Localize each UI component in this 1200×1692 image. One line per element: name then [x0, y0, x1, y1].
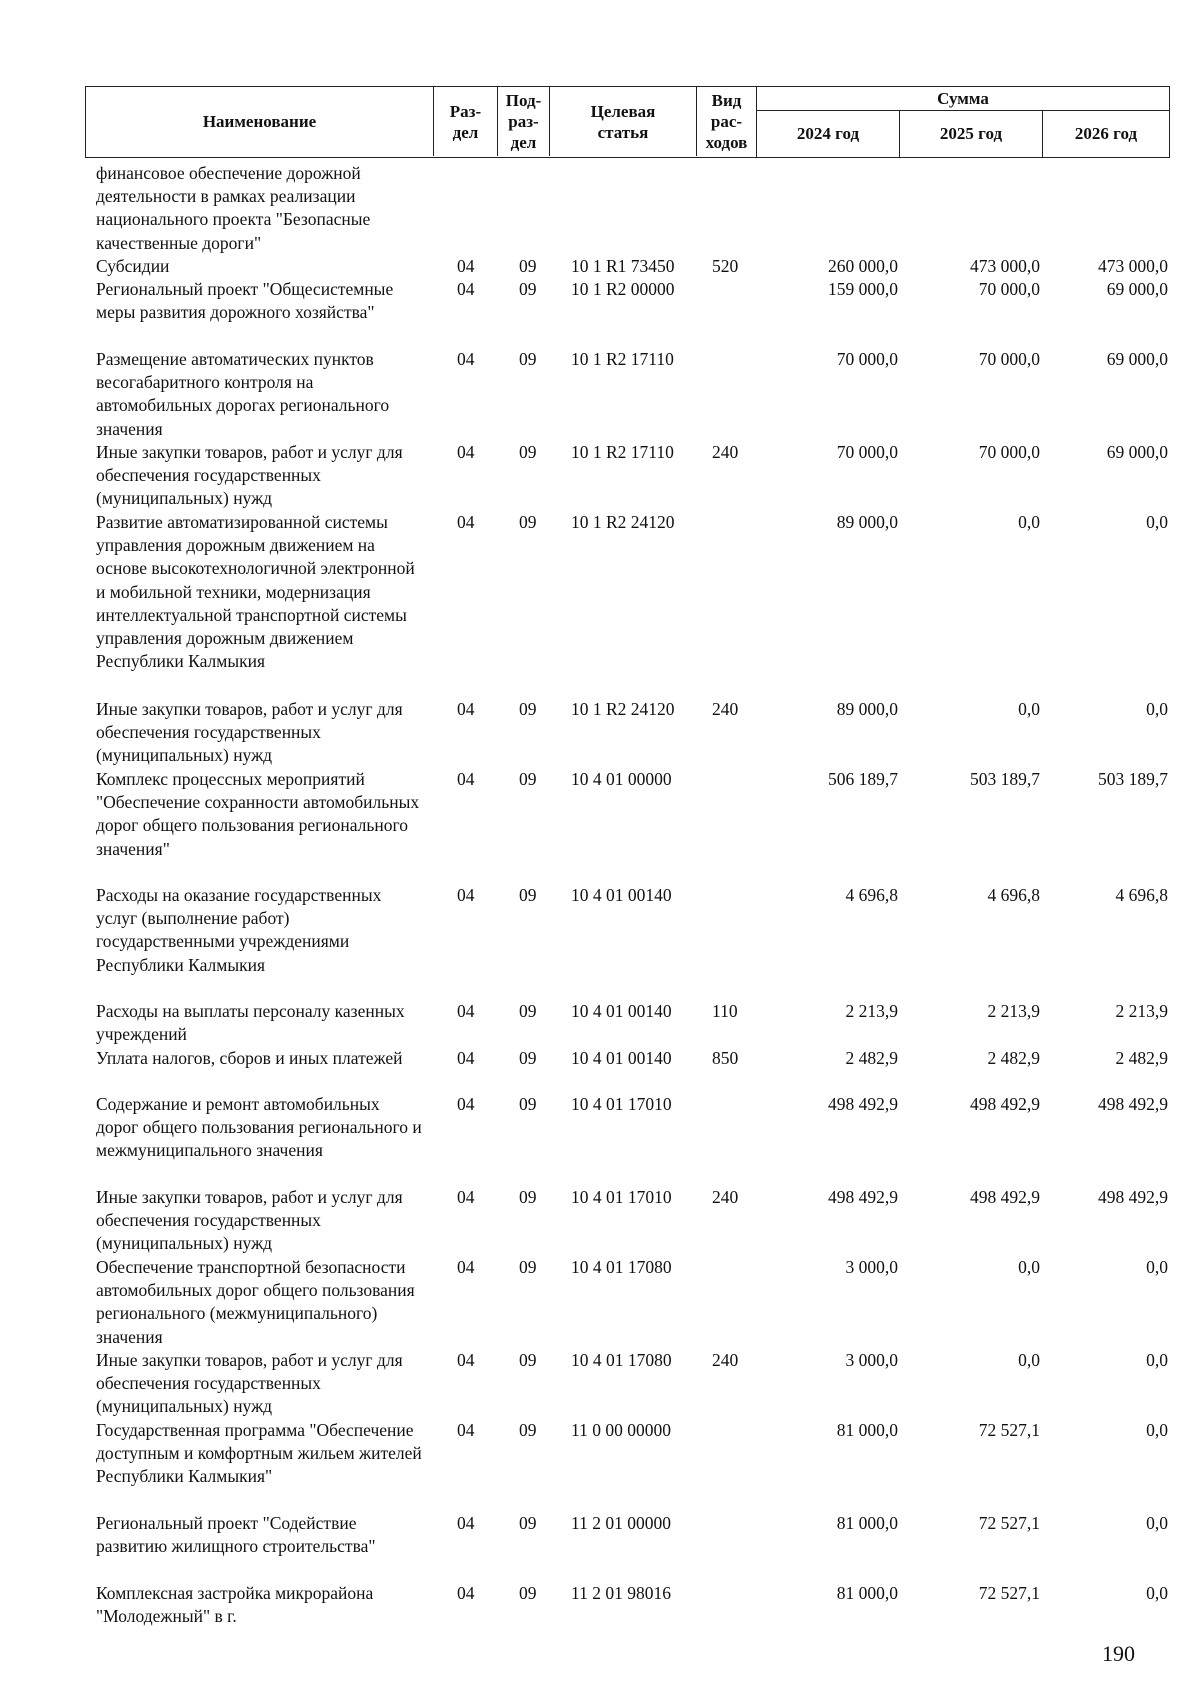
page-number: 190: [1102, 1641, 1135, 1666]
row-2025: 72 527,1: [978, 1420, 1040, 1440]
row-2025: 473 000,0: [970, 256, 1040, 276]
row-name: Комплекс процессных мероприятий "Обеспечение сохранности автомобильных дорог общего пользования регионального значения": [96, 769, 420, 859]
row-vid: 850: [712, 1048, 739, 1068]
row-name: Расходы на оказание государственных услуг (выполнение работ) государственными учреждениями Республики Калмыкия: [96, 885, 382, 975]
row-2026: 498 492,9: [1098, 1187, 1168, 1207]
row-podrazdel: 09: [519, 1001, 537, 1021]
row-celevaya: 10 4 01 00140: [571, 885, 672, 905]
row-2025: 70 000,0: [978, 279, 1040, 299]
row-2024: 70 000,0: [836, 442, 898, 462]
row-podrazdel: 09: [519, 1187, 537, 1207]
row-2024: 81 000,0: [836, 1583, 898, 1603]
row-podrazdel: 09: [519, 769, 537, 789]
row-celevaya: 10 4 01 00000: [571, 769, 672, 789]
row-name: Обеспечение транспортной безопасности автомобильных дорог общего пользования регионального (межмуниципального) значения: [96, 1257, 415, 1347]
row-2025: 498 492,9: [970, 1094, 1040, 1114]
row-2025: 72 527,1: [978, 1583, 1040, 1603]
row-celevaya: 10 4 01 17080: [571, 1257, 672, 1277]
row-podrazdel: 09: [519, 885, 537, 905]
header-year-2026-text: 2026 год: [1074, 124, 1138, 143]
row-podrazdel: 09: [519, 1048, 537, 1068]
row-2025: 72 527,1: [978, 1513, 1040, 1533]
row-2025: 70 000,0: [978, 442, 1040, 462]
row-podrazdel: 09: [519, 1350, 537, 1370]
row-razdel: 04: [457, 1094, 475, 1114]
row-2025: 0,0: [1018, 1257, 1040, 1277]
row-podrazdel: 09: [519, 1513, 537, 1533]
row-name: Уплата налогов, сборов и иных платежей: [96, 1048, 403, 1068]
row-vid: 240: [712, 699, 739, 719]
row-celevaya: 10 1 R1 73450: [571, 256, 675, 276]
row-name: Иные закупки товаров, работ и услуг для обеспечения государственных (муниципальных) нужд: [96, 442, 403, 509]
row-podrazdel: 09: [519, 442, 537, 462]
row-celevaya: 11 0 00 00000: [571, 1420, 671, 1440]
row-2024: 89 000,0: [836, 512, 898, 532]
row-2026: 4 696,8: [1115, 885, 1168, 905]
row-2024: 260 000,0: [828, 256, 898, 276]
row-podrazdel: 09: [519, 1420, 537, 1440]
row-razdel: 04: [457, 1420, 475, 1440]
row-celevaya: 10 1 R2 24120: [571, 512, 675, 532]
row-2025: 70 000,0: [978, 349, 1040, 369]
row-razdel: 04: [457, 279, 475, 299]
row-podrazdel: 09: [519, 1583, 537, 1603]
header-year-2025-text: 2025 год: [939, 124, 1003, 143]
row-vid: 240: [712, 1187, 739, 1207]
row-vid: 240: [712, 1350, 739, 1370]
row-2025: 0,0: [1018, 699, 1040, 719]
row-podrazdel: 09: [519, 279, 537, 299]
row-name: Субсидии: [96, 256, 170, 276]
row-2026: 0,0: [1146, 1257, 1168, 1277]
row-razdel: 04: [457, 349, 475, 369]
row-razdel: 04: [457, 1513, 475, 1533]
header-razdel-text: Раз- дел: [449, 101, 482, 142]
row-name: Содержание и ремонт автомобильных дорог общего пользования регионального и межмуниципального значения: [96, 1094, 422, 1161]
row-2026: 2 482,9: [1115, 1048, 1168, 1068]
row-razdel: 04: [457, 1001, 475, 1021]
row-2024: 498 492,9: [828, 1187, 898, 1207]
header-summa-text: Сумма: [937, 88, 989, 108]
row-2026: 0,0: [1146, 1583, 1168, 1603]
row-razdel: 04: [457, 885, 475, 905]
row-2026: 0,0: [1146, 699, 1168, 719]
row-2025: 4 696,8: [987, 885, 1040, 905]
row-name: Государственная программа "Обеспечение доступным и комфортным жильем жителей Республики Калмыкия": [96, 1420, 422, 1487]
row-2026: 498 492,9: [1098, 1094, 1168, 1114]
row-2024: 506 189,7: [828, 769, 898, 789]
row-name: Иные закупки товаров, работ и услуг для обеспечения государственных (муниципальных) нужд: [96, 699, 403, 766]
header-celevaya-text: Целевая статья: [590, 101, 656, 142]
row-podrazdel: 09: [519, 512, 537, 532]
row-2026: 0,0: [1146, 512, 1168, 532]
row-2025: 0,0: [1018, 1350, 1040, 1370]
row-2024: 70 000,0: [836, 349, 898, 369]
row-razdel: 04: [457, 1187, 475, 1207]
row-2026: 473 000,0: [1098, 256, 1168, 276]
row-2024: 498 492,9: [828, 1094, 898, 1114]
row-name: Иные закупки товаров, работ и услуг для обеспечения государственных (муниципальных) нужд: [96, 1350, 403, 1417]
row-celevaya: 10 4 01 00140: [571, 1048, 672, 1068]
row-razdel: 04: [457, 1257, 475, 1277]
row-2024: 3 000,0: [845, 1257, 898, 1277]
row-celevaya: 10 1 R2 00000: [571, 279, 675, 299]
row-celevaya: 10 1 R2 17110: [571, 442, 674, 462]
row-razdel: 04: [457, 442, 475, 462]
header-vid-text: Вид рас- ходов: [705, 91, 748, 152]
row-razdel: 04: [457, 1350, 475, 1370]
row-celevaya: 10 4 01 17010: [571, 1187, 672, 1207]
row-2024: 4 696,8: [845, 885, 898, 905]
row-podrazdel: 09: [519, 1094, 537, 1114]
row-2024: 3 000,0: [845, 1350, 898, 1370]
row-name: Иные закупки товаров, работ и услуг для обеспечения государственных (муниципальных) нужд: [96, 1187, 403, 1254]
row-2024: 2 482,9: [845, 1048, 898, 1068]
row-razdel: 04: [457, 1048, 475, 1068]
row-2026: 0,0: [1146, 1420, 1168, 1440]
row-2025: 2 482,9: [987, 1048, 1040, 1068]
row-name: Развитие автоматизированной системы управления дорожным движением на основе высокотехнологичной электронной и мобильной техники, модернизация интеллектуальной транспортной системы управления дорожным движением Республики Калмыкия: [96, 512, 415, 672]
row-podrazdel: 09: [519, 1257, 537, 1277]
header-name-text: Наименование: [202, 112, 317, 131]
row-2024: 2 213,9: [845, 1001, 898, 1021]
row-2025: 498 492,9: [970, 1187, 1040, 1207]
row-podrazdel: 09: [519, 699, 537, 719]
row-2026: 2 213,9: [1115, 1001, 1168, 1021]
row-celevaya: 10 4 01 17010: [571, 1094, 672, 1114]
row-2024: 81 000,0: [836, 1420, 898, 1440]
row-razdel: 04: [457, 512, 475, 532]
header-year-2024-text: 2024 год: [796, 124, 860, 143]
header-podrazdel-text: Под- раз- дел: [505, 91, 542, 152]
row-celevaya: 10 4 01 17080: [571, 1350, 672, 1370]
row-2026: 0,0: [1146, 1513, 1168, 1533]
row-razdel: 04: [457, 769, 475, 789]
row-celevaya: 11 2 01 98016: [571, 1583, 671, 1603]
row-celevaya: 11 2 01 00000: [571, 1513, 671, 1533]
row-name: Региональный проект "Общесистемные меры развития дорожного хозяйства": [96, 279, 394, 323]
row-celevaya: 10 1 R2 24120: [571, 699, 675, 719]
row-2026: 69 000,0: [1106, 349, 1168, 369]
row-podrazdel: 09: [519, 349, 537, 369]
row-name: Комплексная застройка микрорайона "Молодежный" в г.: [96, 1583, 374, 1627]
row-name: Расходы на выплаты персоналу казенных учреждений: [96, 1001, 405, 1045]
row-podrazdel: 09: [519, 256, 537, 276]
row-2025: 2 213,9: [987, 1001, 1040, 1021]
row-2024: 89 000,0: [836, 699, 898, 719]
row-2024: 159 000,0: [828, 279, 898, 299]
row-celevaya: 10 1 R2 17110: [571, 349, 674, 369]
row-name: Размещение автоматических пунктов весогабаритного контроля на автомобильных дорогах регионального значения: [96, 349, 390, 439]
row-razdel: 04: [457, 699, 475, 719]
row-vid: 110: [712, 1001, 738, 1021]
row-2026: 503 189,7: [1098, 769, 1168, 789]
row-razdel: 04: [457, 1583, 475, 1603]
row-name: финансовое обеспечение дорожной деятельности в рамках реализации национального проекта "Безопасные качественные дороги": [96, 163, 371, 253]
row-2025: 0,0: [1018, 512, 1040, 532]
row-2024: 81 000,0: [836, 1513, 898, 1533]
row-razdel: 04: [457, 256, 475, 276]
row-2026: 69 000,0: [1106, 442, 1168, 462]
row-vid: 240: [712, 442, 739, 462]
row-celevaya: 10 4 01 00140: [571, 1001, 672, 1021]
row-vid: 520: [712, 256, 739, 276]
row-name: Региональный проект "Содействие развитию жилищного строительства": [96, 1513, 376, 1557]
row-2025: 503 189,7: [970, 769, 1040, 789]
row-2026: 69 000,0: [1106, 279, 1168, 299]
row-2026: 0,0: [1146, 1350, 1168, 1370]
